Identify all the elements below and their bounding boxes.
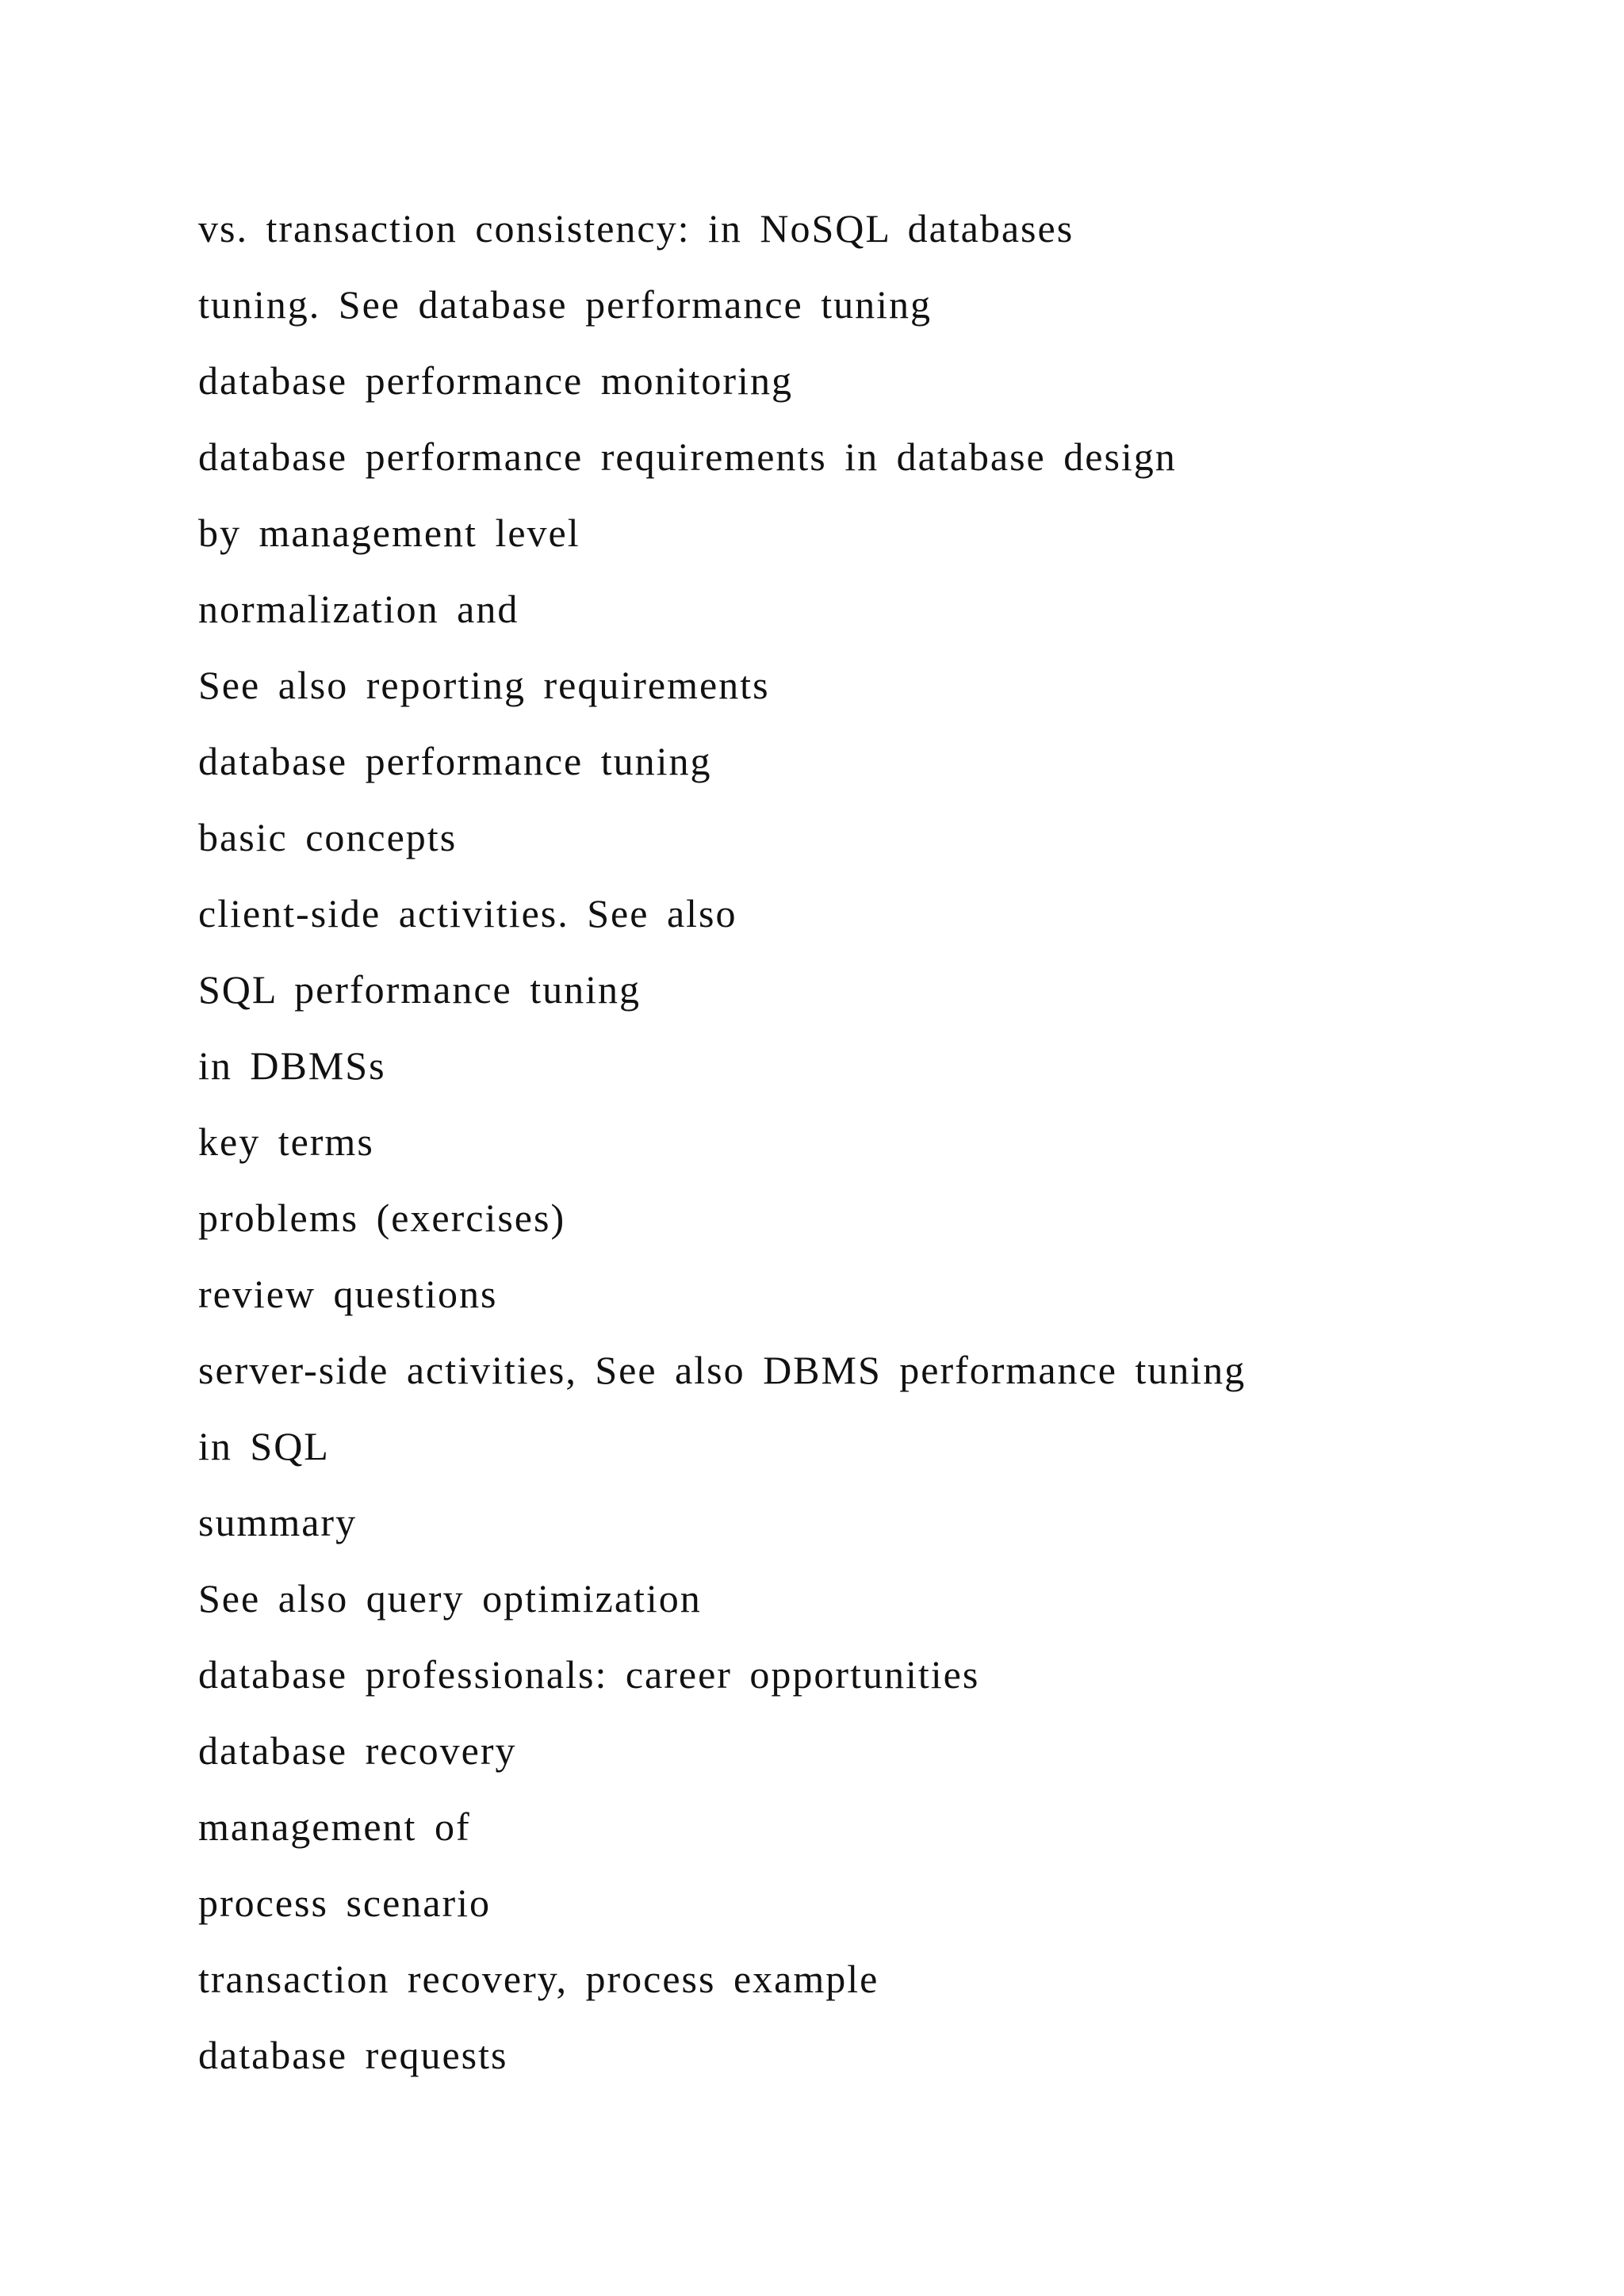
index-entry: database performance requirements in database design	[198, 434, 1177, 479]
index-entry: vs. transaction consistency: in NoSQL databases	[198, 206, 1074, 251]
index-entry: See also reporting requirements	[198, 663, 770, 707]
index-entry: problems (exercises)	[198, 1196, 566, 1240]
index-entry: tuning. See database performance tuning	[198, 282, 932, 327]
index-entry: summary	[198, 1500, 358, 1544]
index-entry: database requests	[198, 2033, 508, 2077]
index-entry: in SQL	[198, 1424, 330, 1468]
index-entry: basic concepts	[198, 815, 458, 859]
index-entry: key terms	[198, 1119, 374, 1164]
index-entry: client-side activities. See also	[198, 891, 737, 936]
index-entry: database performance tuning	[198, 739, 712, 783]
index-entry: database professionals: career opportunities	[198, 1652, 980, 1697]
index-entry: database performance monitoring	[198, 358, 793, 403]
index-entry: server-side activities, See also DBMS performance tuning	[198, 1348, 1247, 1392]
index-entry: management of	[198, 1804, 471, 1849]
index-entry: SQL performance tuning	[198, 967, 641, 1012]
index-entry: by management level	[198, 511, 580, 555]
index-entry-list	[198, 190, 1586, 2093]
index-entry: See also query optimization	[198, 1576, 702, 1621]
index-entry: database recovery	[198, 1728, 517, 1773]
index-entry: in DBMSs	[198, 1043, 386, 1088]
index-entry: review questions	[198, 1272, 498, 1316]
index-entry: process scenario	[198, 1881, 492, 1925]
index-entry: normalization and	[198, 587, 519, 631]
index-entry: transaction recovery, process example	[198, 1957, 879, 2001]
